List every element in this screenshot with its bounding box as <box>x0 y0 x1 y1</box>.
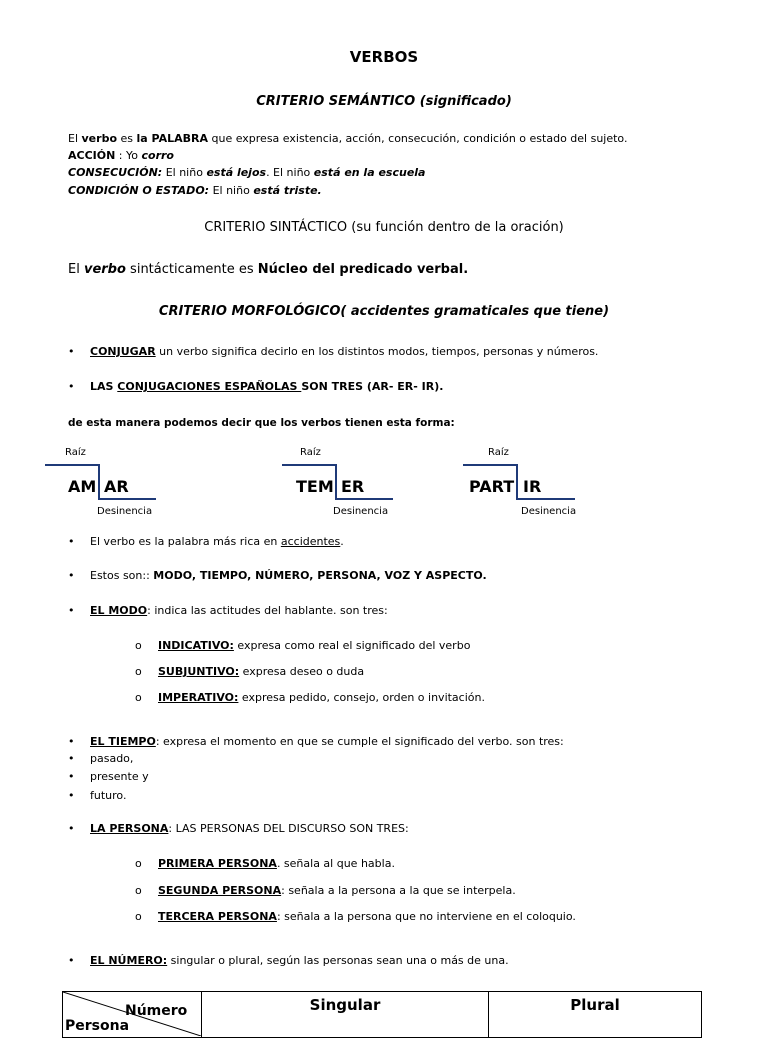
text: Núcleo del predicado verbal. <box>257 262 469 277</box>
root-label: Raíz <box>488 447 509 458</box>
page-title: VERBOS <box>349 48 419 66</box>
text: un verbo significa decirlo en los distintos modos, tiempos, personas y números. <box>155 345 599 358</box>
text: El verbo es la palabra más rica en <box>90 535 281 548</box>
bullet-icon: • <box>68 752 75 765</box>
verb-root: TEM <box>296 477 334 496</box>
tiempo-item: pasado, <box>90 752 134 765</box>
morphological-heading: CRITERIO MORFOLÓGICO( accidentes gramaticales que tiene) <box>158 304 610 319</box>
term: MODO, TIEMPO, NÚMERO, PERSONA, VOZ Y ASPECTO. <box>153 569 487 582</box>
circle-bullet-icon: o <box>135 665 142 678</box>
text: : expresa el momento en que se cumple el significado del verbo. son tres: <box>155 735 564 748</box>
table-corner-bottom: Persona <box>65 1018 130 1034</box>
ending-line <box>335 498 393 500</box>
text: expresa pedido, consejo, orden o invitación. <box>238 691 485 704</box>
bullet-icon: • <box>68 604 75 617</box>
term: EL NÚMERO: <box>90 954 168 967</box>
bullet-icon: • <box>68 822 75 835</box>
conjugaciones-line <box>90 380 443 393</box>
text: . El niño <box>266 166 314 179</box>
text: que expresa existencia, acción, consecución, condición o estado del sujeto. <box>208 132 628 145</box>
term: CONJUGACIONES ESPAÑOLAS <box>117 380 302 393</box>
text: verbo <box>83 262 126 277</box>
bullet-icon: • <box>68 380 75 393</box>
example: corro <box>141 149 174 162</box>
term: SUBJUNTIVO: <box>158 665 240 678</box>
verb-root: AM <box>68 477 97 496</box>
modo-line <box>90 604 388 617</box>
modo-item <box>158 665 364 678</box>
text: . <box>340 535 344 548</box>
persona-item <box>158 857 395 870</box>
text: : indica las actitudes del hablante. son tres: <box>147 604 388 617</box>
bullet-icon: • <box>68 954 75 967</box>
persona-item <box>158 884 516 897</box>
accidents-list <box>90 569 487 582</box>
text: : señala a la persona que no interviene en el coloquio. <box>276 910 576 923</box>
text: El niño <box>209 184 254 197</box>
term: EL MODO <box>90 604 148 617</box>
bullet-icon: • <box>68 535 75 548</box>
text: . señala al que habla. <box>276 857 395 870</box>
table-header-plural: Plural <box>489 992 702 1038</box>
divider-line <box>335 464 337 500</box>
text: singular o plural, según las personas sean una o más de una. <box>167 954 509 967</box>
bullet-icon: • <box>68 789 75 802</box>
ending-label: Desinencia <box>333 506 389 517</box>
example: está triste. <box>253 184 322 197</box>
table-corner-top: Número <box>125 1003 188 1019</box>
text: es <box>117 132 137 145</box>
text: El <box>68 262 84 277</box>
text: : señala a la persona a la que se interpela. <box>281 884 516 897</box>
tiempo-item: presente y <box>90 770 149 783</box>
tiempo-line <box>90 735 564 748</box>
text: LAS <box>90 380 118 393</box>
root-line <box>463 464 517 466</box>
example: está lejos <box>206 166 267 179</box>
modo-item <box>158 639 470 652</box>
root-line <box>45 464 99 466</box>
person-number-table <box>62 991 702 1038</box>
bullet-icon: • <box>68 770 75 783</box>
semantic-definition <box>68 132 627 145</box>
syntactic-definition <box>68 262 468 277</box>
semantic-heading: CRITERIO SEMÁNTICO (significado) <box>256 94 512 109</box>
term: TERCERA PERSONA <box>158 910 277 923</box>
text: : Yo <box>115 149 142 162</box>
ending-label: Desinencia <box>97 506 153 517</box>
divider-line <box>516 464 518 500</box>
table-row <box>63 992 702 1038</box>
label: CONDICIÓN O ESTADO: <box>68 184 210 197</box>
circle-bullet-icon: o <box>135 857 142 870</box>
term: IMPERATIVO: <box>158 691 239 704</box>
text: la PALABRA <box>136 132 208 145</box>
verb-root: PART <box>469 477 515 496</box>
term: SEGUNDA PERSONA <box>158 884 282 897</box>
text: SON TRES (AR- ER- IR). <box>301 380 444 393</box>
text: El niño <box>162 166 207 179</box>
term: PRIMERA PERSONA <box>158 857 277 870</box>
root-label: Raíz <box>300 447 321 458</box>
term: CONJUGAR <box>90 345 156 358</box>
text: expresa como real el significado del verbo <box>233 639 471 652</box>
syntactic-heading: CRITERIO SINTÁCTICO (su función dentro de la oración) <box>204 220 564 235</box>
text: sintácticamente es <box>125 262 258 277</box>
verb-ending: AR <box>104 477 129 496</box>
term: INDICATIVO: <box>158 639 234 652</box>
term: LA PERSONA <box>90 822 169 835</box>
circle-bullet-icon: o <box>135 910 142 923</box>
consecucion-line <box>68 166 425 179</box>
ending-line <box>516 498 575 500</box>
persona-line <box>90 822 409 835</box>
persona-item <box>158 910 576 923</box>
text: Estos son:: <box>90 569 154 582</box>
text: : LAS PERSONAS DEL DISCURSO SON TRES: <box>168 822 409 835</box>
forms-intro: de esta manera podemos decir que los verbos tienen esta forma: <box>68 417 455 429</box>
ending-label: Desinencia <box>521 506 577 517</box>
bullet-icon: • <box>68 345 75 358</box>
term: accidentes <box>280 535 341 548</box>
circle-bullet-icon: o <box>135 691 142 704</box>
verb-ending: ER <box>341 477 365 496</box>
conjugar-line <box>90 345 598 358</box>
circle-bullet-icon: o <box>135 884 142 897</box>
term: EL TIEMPO <box>90 735 156 748</box>
label: CONSECUCIÓN: <box>68 166 163 179</box>
accion-line <box>68 149 174 162</box>
condicion-line <box>68 184 322 197</box>
bullet-icon: • <box>68 735 75 748</box>
tiempo-item: futuro. <box>90 789 127 802</box>
root-label: Raíz <box>65 447 86 458</box>
table-corner-cell <box>63 992 202 1038</box>
root-line <box>282 464 336 466</box>
divider-line <box>98 464 100 500</box>
table-header-singular: Singular <box>202 992 489 1038</box>
text: expresa deseo o duda <box>239 665 365 678</box>
text: El <box>68 132 82 145</box>
modo-item <box>158 691 485 704</box>
ending-line <box>98 498 156 500</box>
example: está en la escuela <box>313 166 426 179</box>
text: verbo <box>81 132 118 145</box>
accidents-line <box>90 535 344 548</box>
label: ACCIÓN <box>68 149 116 162</box>
circle-bullet-icon: o <box>135 639 142 652</box>
numero-line <box>90 954 509 967</box>
verb-ending: IR <box>523 477 542 496</box>
bullet-icon: • <box>68 569 75 582</box>
